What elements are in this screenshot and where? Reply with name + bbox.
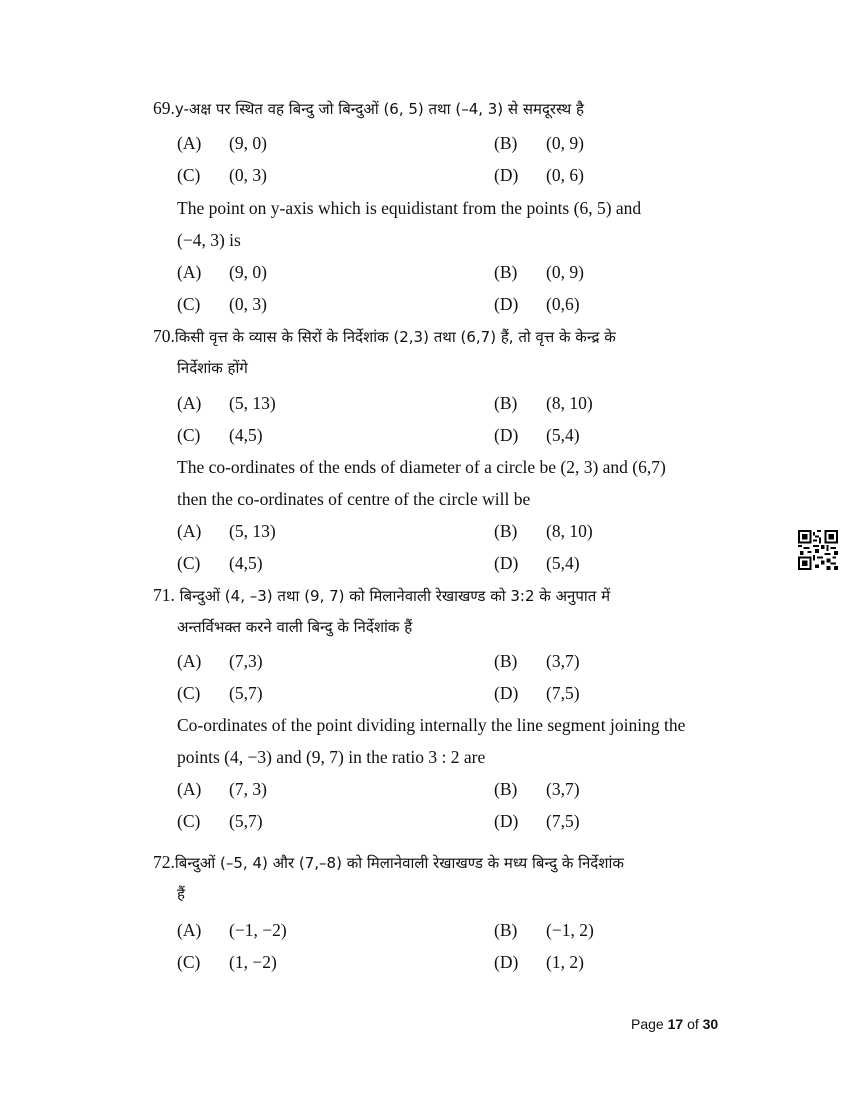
question-72-hindi-line-1: 72.बिन्दुओं (–5, 4) और (7,–8) को मिलानेवाली रेखाखण्ड के मध्य बिन्दु के निर्देशांक [153,852,624,872]
q69-english-option-b: (B) (0, 9) [494,262,584,282]
q71-english-line-2: points (4, −3) and (9, 7) in the ratio 3 : 2 are [177,747,486,767]
q72-hindi-option-d: (D) (1, 2) [494,952,584,972]
q69-english-line-2: (−4, 3) is [177,230,241,250]
question-number: 70. [153,326,175,346]
q69-english-option-d: (D) (0,6) [494,294,580,314]
question-71-hindi-line-1: 71. बिन्दुओं (4, –3) तथा (9, 7) को मिलानेवाली रेखाखण्ड को 3:2 के अनुपात में [153,585,611,605]
q70-hindi-option-d: (D) (5,4) [494,425,580,445]
page-footer [631,1016,718,1032]
q72-hindi-option-b: (B) (−1, 2) [494,920,594,940]
q72-hindi-option-c: (C) (1, −2) [177,952,277,972]
question-70-hindi-line-2: निर्देशांक होंगे [177,359,248,377]
q71-english-option-b: (B) (3,7) [494,779,580,799]
q69-hindi-option-b: (B) (0, 9) [494,133,584,153]
question-69-hindi-line-1: 69.y-अक्ष पर स्थित वह बिन्दु जो बिन्दुओं (6, 5) तथा (–4, 3) से समदूरस्थ है [153,98,584,118]
question-70-hindi-line-1: 70.किसी वृत्त के व्यास के सिरों के निर्देशांक (2,3) तथा (6,7) हैं, तो वृत्त के केन्द्र के [153,326,616,346]
q71-english-option-d: (D) (7,5) [494,811,580,831]
q69-english-line-1: The point on y-axis which is equidistant from the points (6, 5) and [177,198,642,218]
q71-hindi-option-d: (D) (7,5) [494,683,580,703]
question-number: 71. [153,585,175,605]
q70-hindi-option-b: (B) (8, 10) [494,393,593,413]
of-label: of [687,1016,699,1032]
q69-hindi-option-d: (D) (0, 6) [494,165,584,185]
q70-hindi-option-a: (A) (5, 13) [177,393,276,413]
q70-english-line-1: The co-ordinates of the ends of diameter of a circle be (2, 3) and (6,7) [177,457,666,477]
q71-english-line-1: Co-ordinates of the point dividing internally the line segment joining the [177,715,686,735]
q70-hindi-option-c: (C) (4,5) [177,425,263,445]
q71-hindi-option-a: (A) (7,3) [177,651,263,671]
q72-hindi-option-a: (A) (−1, −2) [177,920,287,940]
current-page-number: 17 [667,1016,684,1032]
q69-english-option-a: (A) (9, 0) [177,262,267,282]
q70-english-option-b: (B) (8, 10) [494,521,593,541]
q70-english-line-2: then the co-ordinates of centre of the circle will be [177,489,531,509]
question-number: 72. [153,852,175,872]
q71-hindi-option-c: (C) (5,7) [177,683,263,703]
page-label: Page [631,1016,664,1032]
qr-code-icon [798,530,838,570]
q69-english-option-c: (C) (0, 3) [177,294,267,314]
question-number: 69. [153,98,175,118]
question-71-hindi-line-2: अन्तर्विभक्त करने वाली बिन्दु के निर्देशांक हैं [177,618,413,636]
q69-hindi-option-c: (C) (0, 3) [177,165,267,185]
q71-english-option-c: (C) (5,7) [177,811,263,831]
q70-english-option-a: (A) (5, 13) [177,521,276,541]
q71-hindi-option-b: (B) (3,7) [494,651,580,671]
q71-english-option-a: (A) (7, 3) [177,779,267,799]
q70-english-option-c: (C) (4,5) [177,553,263,573]
q70-english-option-d: (D) (5,4) [494,553,580,573]
q69-hindi-option-a: (A) (9, 0) [177,133,267,153]
total-pages-number: 30 [702,1016,719,1032]
question-72-hindi-line-2: हैं [177,885,185,903]
